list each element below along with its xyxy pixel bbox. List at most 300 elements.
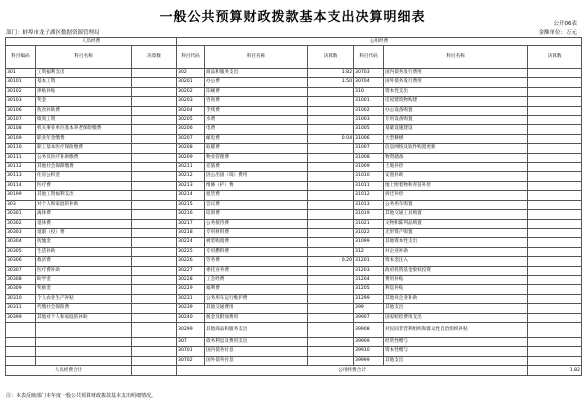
- name-cell: 国外债务发行费用: [384, 78, 528, 87]
- code-cell: 30204: [177, 106, 205, 115]
- name-cell: 商品和服务支出: [205, 69, 308, 78]
- amount-cell: [308, 313, 354, 322]
- table-row: [6, 304, 582, 313]
- name-cell: 工资福利支出: [36, 69, 132, 78]
- name-cell: 对企业补助: [384, 247, 528, 256]
- amount-cell: [132, 163, 177, 172]
- code-cell: 30199: [6, 191, 36, 200]
- amount-cell: [132, 191, 177, 200]
- name-cell: 办公设备购置: [384, 106, 528, 115]
- name-cell: 培训费: [205, 210, 308, 219]
- amount-cell: [132, 219, 177, 228]
- name-cell: 手续费: [205, 106, 308, 115]
- table-row: [6, 116, 582, 125]
- code-cell: 30304: [6, 238, 36, 247]
- code-cell: 30231: [177, 294, 205, 303]
- code-cell: 31009: [354, 163, 384, 172]
- name-cell: 专用燃料费: [205, 247, 308, 256]
- col-code-3: 科目代码: [354, 46, 384, 69]
- public-total-label: 公用经费合计: [177, 366, 528, 376]
- code-cell: 30225: [177, 247, 205, 256]
- code-cell: 30704: [354, 78, 384, 87]
- amount-cell: [528, 97, 582, 106]
- col-code: 科目编码: [6, 46, 36, 69]
- name-cell: 劳务费: [205, 257, 308, 266]
- name-cell: 政府投资基金股权投资: [384, 266, 528, 275]
- code-cell: 31001: [354, 97, 384, 106]
- table-row: [6, 247, 582, 256]
- table-row: [6, 200, 582, 209]
- amount-cell: [308, 238, 354, 247]
- table-row: [6, 356, 582, 365]
- header-row-group: [6, 38, 582, 46]
- name-cell: 利息补贴: [384, 285, 528, 294]
- name-cell: 租赁费: [205, 191, 308, 200]
- name-cell: 房屋建筑物购建: [384, 97, 528, 106]
- code-cell: 30399: [6, 313, 36, 322]
- code-cell: 310: [354, 87, 384, 96]
- amount-cell: [528, 337, 582, 346]
- col-amount-3: 决算数: [528, 46, 582, 69]
- name-cell: 差旅费: [205, 163, 308, 172]
- name-cell: 邮电费: [205, 134, 308, 143]
- name-cell: 信息网络及软件购置更新: [384, 144, 528, 153]
- name-cell: 基本工资: [36, 78, 132, 87]
- code-cell: 30214: [177, 191, 205, 200]
- table-row: [6, 125, 582, 134]
- report-title: 一般公共预算财政拨款基本支出决算明细表: [159, 10, 426, 25]
- amount-cell: [528, 266, 582, 275]
- amount-cell: [132, 247, 177, 256]
- amount-cell: [132, 181, 177, 190]
- name-cell: 文物和陈列品购置: [384, 219, 528, 228]
- code-cell: 30114: [6, 181, 36, 190]
- table-row: [6, 191, 582, 200]
- personnel-header: 人员经费: [6, 38, 177, 46]
- code-cell: 30202: [177, 87, 205, 96]
- name-cell: 土地补偿: [384, 163, 528, 172]
- amount-cell: [132, 304, 177, 313]
- amount-cell: [308, 97, 354, 106]
- table-row: [6, 257, 582, 266]
- amount-cell: [308, 116, 354, 125]
- name-cell: 公务接待费: [205, 219, 308, 228]
- table-row: [6, 285, 582, 294]
- name-cell: 物业管理费: [205, 153, 308, 162]
- code-cell: 30701: [177, 347, 205, 356]
- amount-cell: [528, 219, 582, 228]
- amount-cell: [132, 337, 177, 346]
- amount-cell: [528, 285, 582, 294]
- name-cell: [36, 322, 132, 337]
- code-cell: 31006: [354, 134, 384, 143]
- code-cell: 30209: [177, 153, 205, 162]
- amount-cell: 0.20: [308, 257, 354, 266]
- name-cell: 取暖费: [205, 144, 308, 153]
- code-cell: 31204: [354, 275, 384, 284]
- amount-cell: [308, 275, 354, 284]
- amount-cell: 1.82: [308, 69, 354, 78]
- name-cell: 医疗费: [36, 181, 132, 190]
- unit-label: 金额单位：万元: [538, 30, 577, 36]
- amount-cell: [308, 163, 354, 172]
- amount-cell: [528, 144, 582, 153]
- amount-cell: [308, 247, 354, 256]
- amount-cell: [528, 163, 582, 172]
- code-cell: 30311: [6, 304, 36, 313]
- amount-cell: [528, 87, 582, 96]
- code-cell: 31003: [354, 116, 384, 125]
- code-cell: 30208: [177, 144, 205, 153]
- name-cell: 被装购置费: [205, 238, 308, 247]
- code-cell: 30240: [177, 313, 205, 322]
- amount-cell: [528, 78, 582, 87]
- amount-cell: [528, 153, 582, 162]
- totals-row: [6, 366, 582, 376]
- name-cell: 伙食补助费: [36, 106, 132, 115]
- name-cell: 地上附着物和青苗补偿: [384, 181, 528, 190]
- name-cell: 退休费: [36, 219, 132, 228]
- name-cell: 其他商品和服务支出: [205, 322, 308, 337]
- code-cell: 30205: [177, 116, 205, 125]
- amount-cell: [132, 87, 177, 96]
- code-cell: 30217: [177, 219, 205, 228]
- code-cell: 31022: [354, 228, 384, 237]
- amount-cell: [132, 294, 177, 303]
- table-row: [6, 163, 582, 172]
- amount-cell: [528, 356, 582, 365]
- amount-cell: [132, 116, 177, 125]
- amount-cell: [308, 191, 354, 200]
- amount-cell: [528, 304, 582, 313]
- table-row: [6, 275, 582, 284]
- name-cell: 会议费: [205, 200, 308, 209]
- amount-cell: [132, 97, 177, 106]
- name-cell: [36, 347, 132, 356]
- code-cell: 39909: [354, 337, 384, 346]
- table-row: [6, 294, 582, 303]
- amount-cell: [132, 125, 177, 134]
- code-cell: 30212: [177, 172, 205, 181]
- code-cell: 30218: [177, 228, 205, 237]
- code-cell: 31013: [354, 200, 384, 209]
- amount-cell: [308, 87, 354, 96]
- amount-cell: [308, 294, 354, 303]
- amount-cell: [528, 210, 582, 219]
- table-row: [6, 219, 582, 228]
- name-cell: 资本金注入: [384, 257, 528, 266]
- name-cell: 公务用车运行维护费: [205, 294, 308, 303]
- amount-cell: [308, 200, 354, 209]
- table-row: [6, 134, 582, 143]
- code-cell: 39907: [354, 313, 384, 322]
- code-cell: 30227: [177, 266, 205, 275]
- code-cell: 30703: [354, 69, 384, 78]
- amount-cell: [308, 153, 354, 162]
- header-row-columns: [6, 46, 582, 69]
- code-cell: 39910: [354, 347, 384, 356]
- name-cell: 其他支出: [384, 356, 528, 365]
- code-cell: 31007: [354, 144, 384, 153]
- name-cell: 救济费: [36, 257, 132, 266]
- amount-cell: 1.50: [308, 78, 354, 87]
- name-cell: 电费: [205, 125, 308, 134]
- code-cell: 31099: [354, 238, 384, 247]
- code-cell: 301: [6, 69, 36, 78]
- code-cell: 30215: [177, 200, 205, 209]
- name-cell: 机关事业单位基本养老保险缴费: [36, 125, 132, 134]
- code-cell: 30302: [6, 219, 36, 228]
- code-cell: 30239: [177, 304, 205, 313]
- amount-cell: [528, 313, 582, 322]
- amount-cell: [528, 191, 582, 200]
- name-cell: 资本性赠与: [384, 347, 528, 356]
- col-amount: 决算数: [132, 46, 177, 69]
- name-cell: 公务用车购置: [384, 200, 528, 209]
- name-cell: 税金及附加费用: [205, 313, 308, 322]
- name-cell: 住房公积金: [36, 172, 132, 181]
- code-cell: 30310: [6, 294, 36, 303]
- name-cell: 专用材料费: [205, 228, 308, 237]
- code-cell: 30213: [177, 181, 205, 190]
- code-cell: 30106: [6, 106, 36, 115]
- amount-cell: [528, 172, 582, 181]
- code-cell: 30108: [6, 125, 36, 134]
- expenditure-table: [5, 37, 582, 376]
- personnel-total-value: [132, 366, 177, 376]
- code-cell: 30103: [6, 97, 36, 106]
- amount-cell: [528, 294, 582, 303]
- name-cell: 奖励金: [36, 285, 132, 294]
- amount-cell: [308, 172, 354, 181]
- name-cell: 对个人和家庭的补助: [36, 200, 132, 209]
- amount-cell: [528, 200, 582, 209]
- amount-cell: [132, 266, 177, 275]
- code-cell: 30112: [6, 163, 36, 172]
- code-cell: 30113: [6, 172, 36, 181]
- table-row: [6, 347, 582, 356]
- name-cell: 维修（护）费: [205, 181, 308, 190]
- code-cell: 31011: [354, 181, 384, 190]
- name-cell: 办公费: [205, 78, 308, 87]
- footnote: 注：本表反映部门本年度一般公共预算财政拨款基本支出明细情况。: [6, 393, 157, 399]
- amount-cell: [308, 322, 354, 337]
- name-cell: 津贴补贴: [36, 87, 132, 96]
- code-cell: 31012: [354, 191, 384, 200]
- code-cell: 312: [354, 247, 384, 256]
- name-cell: 绩效工资: [36, 116, 132, 125]
- code-cell: [6, 356, 36, 365]
- code-cell: 30305: [6, 247, 36, 256]
- name-cell: 抚恤金: [36, 238, 132, 247]
- table-row: [6, 313, 582, 322]
- form-code: 公开06表: [553, 21, 577, 27]
- code-cell: 30102: [6, 87, 36, 96]
- amount-cell: [132, 210, 177, 219]
- col-name: 科目名称: [36, 46, 132, 69]
- amount-cell: [528, 116, 582, 125]
- name-cell: [36, 337, 132, 346]
- amount-cell: [528, 134, 582, 143]
- amount-cell: [132, 153, 177, 162]
- name-cell: 委托业务费: [205, 266, 308, 275]
- code-cell: 31005: [354, 125, 384, 134]
- name-cell: 拆迁补偿: [384, 191, 528, 200]
- amount-cell: [308, 181, 354, 190]
- code-cell: 30307: [6, 266, 36, 275]
- amount-cell: [308, 106, 354, 115]
- name-cell: 奖金: [36, 97, 132, 106]
- code-cell: [6, 337, 36, 346]
- amount-cell: [132, 144, 177, 153]
- code-cell: 30303: [6, 228, 36, 237]
- name-cell: 医疗费补助: [36, 266, 132, 275]
- code-cell: 31019: [354, 210, 384, 219]
- public-total-value: 1.82: [528, 366, 582, 376]
- amount-cell: 0.04: [308, 134, 354, 143]
- name-cell: 咨询费: [205, 97, 308, 106]
- table-row: [6, 210, 582, 219]
- amount-cell: [132, 172, 177, 181]
- name-cell: 职业年金缴费: [36, 134, 132, 143]
- name-cell: 专用设备购置: [384, 116, 528, 125]
- amount-cell: [528, 228, 582, 237]
- code-cell: 31203: [354, 266, 384, 275]
- amount-cell: [528, 181, 582, 190]
- code-cell: 30206: [177, 125, 205, 134]
- name-cell: 费用补贴: [384, 275, 528, 284]
- name-cell: 代缴社会保险费: [36, 304, 132, 313]
- table-row: [6, 322, 582, 337]
- code-cell: 303: [6, 200, 36, 209]
- amount-cell: [308, 304, 354, 313]
- code-cell: 30101: [6, 78, 36, 87]
- name-cell: 水费: [205, 116, 308, 125]
- code-cell: 30203: [177, 97, 205, 106]
- amount-cell: [528, 275, 582, 284]
- code-cell: 399: [354, 304, 384, 313]
- amount-cell: [132, 69, 177, 78]
- name-cell: 其他交通费用: [205, 304, 308, 313]
- col-code-2: 科目代码: [177, 46, 205, 69]
- code-cell: 30224: [177, 238, 205, 247]
- amount-cell: [132, 313, 177, 322]
- amount-cell: [308, 266, 354, 275]
- table-row: [6, 144, 582, 153]
- name-cell: 个人农业生产补贴: [36, 294, 132, 303]
- code-cell: 30110: [6, 144, 36, 153]
- name-cell: 国内债务发行费用: [384, 69, 528, 78]
- code-cell: 30702: [177, 356, 205, 365]
- code-cell: 31205: [354, 285, 384, 294]
- amount-cell: [308, 144, 354, 153]
- amount-cell: [132, 356, 177, 365]
- code-cell: 31021: [354, 219, 384, 228]
- name-cell: 债务利息及费用支出: [205, 337, 308, 346]
- code-cell: 31010: [354, 172, 384, 181]
- code-cell: 31002: [354, 106, 384, 115]
- code-cell: [6, 322, 36, 337]
- amount-cell: [528, 247, 582, 256]
- name-cell: 安置补助: [384, 172, 528, 181]
- code-cell: [6, 347, 36, 356]
- table-row: [6, 228, 582, 237]
- name-cell: 退职（役）费: [36, 228, 132, 237]
- code-cell: 31299: [354, 294, 384, 303]
- table-row: [6, 69, 582, 78]
- code-cell: 30111: [6, 153, 36, 162]
- amount-cell: [132, 285, 177, 294]
- amount-cell: [132, 134, 177, 143]
- name-cell: 无形资产购置: [384, 228, 528, 237]
- code-cell: 30207: [177, 134, 205, 143]
- table-row: [6, 97, 582, 106]
- amount-cell: [308, 228, 354, 237]
- name-cell: 福利费: [205, 285, 308, 294]
- amount-cell: [528, 106, 582, 115]
- table-row: [6, 78, 582, 87]
- col-name-2: 科目名称: [205, 46, 308, 69]
- code-cell: 30308: [6, 275, 36, 284]
- table-row: [6, 238, 582, 247]
- name-cell: 国家赔偿费用支出: [384, 313, 528, 322]
- amount-cell: [132, 275, 177, 284]
- name-cell: 职工基本医疗保险缴费: [36, 144, 132, 153]
- code-cell: 30301: [6, 210, 36, 219]
- name-cell: 其他社会保障缴费: [36, 163, 132, 172]
- amount-cell: [132, 238, 177, 247]
- code-cell: 39908: [354, 322, 384, 337]
- name-cell: 离休费: [36, 210, 132, 219]
- table-row: [6, 337, 582, 346]
- code-cell: 30211: [177, 163, 205, 172]
- name-cell: 因公出国（境）费用: [205, 172, 308, 181]
- name-cell: 公务员医疗补助缴费: [36, 153, 132, 162]
- name-cell: 其他资本性支出: [384, 238, 528, 247]
- department-label: 部门：蚌埠市龙子湖区数据资源管理局: [6, 30, 100, 36]
- amount-cell: [308, 285, 354, 294]
- personnel-total-label: 人员经费合计: [6, 366, 132, 376]
- name-cell: [36, 356, 132, 365]
- name-cell: 工会经费: [205, 275, 308, 284]
- name-cell: 国内债务付息: [205, 347, 308, 356]
- table-row: [6, 153, 582, 162]
- name-cell: 其他交通工具购置: [384, 210, 528, 219]
- code-cell: 31008: [354, 153, 384, 162]
- code-cell: 30309: [6, 285, 36, 294]
- code-cell: 30299: [177, 322, 205, 337]
- table-row: [6, 106, 582, 115]
- name-cell: 其他工资福利支出: [36, 191, 132, 200]
- amount-cell: [308, 356, 354, 365]
- col-name-3: 科目名称: [384, 46, 528, 69]
- code-cell: 302: [177, 69, 205, 78]
- name-cell: 资本性支出: [384, 87, 528, 96]
- amount-cell: [528, 347, 582, 356]
- amount-cell: [528, 257, 582, 266]
- amount-cell: [132, 78, 177, 87]
- public-header: 公用经费: [177, 38, 582, 46]
- code-cell: 30228: [177, 275, 205, 284]
- amount-cell: [528, 322, 582, 337]
- name-cell: 国外债务付息: [205, 356, 308, 365]
- table-row: [6, 87, 582, 96]
- code-cell: 31201: [354, 257, 384, 266]
- col-amount-2: 决算数: [308, 46, 354, 69]
- code-cell: 30216: [177, 210, 205, 219]
- amount-cell: [132, 200, 177, 209]
- amount-cell: [308, 347, 354, 356]
